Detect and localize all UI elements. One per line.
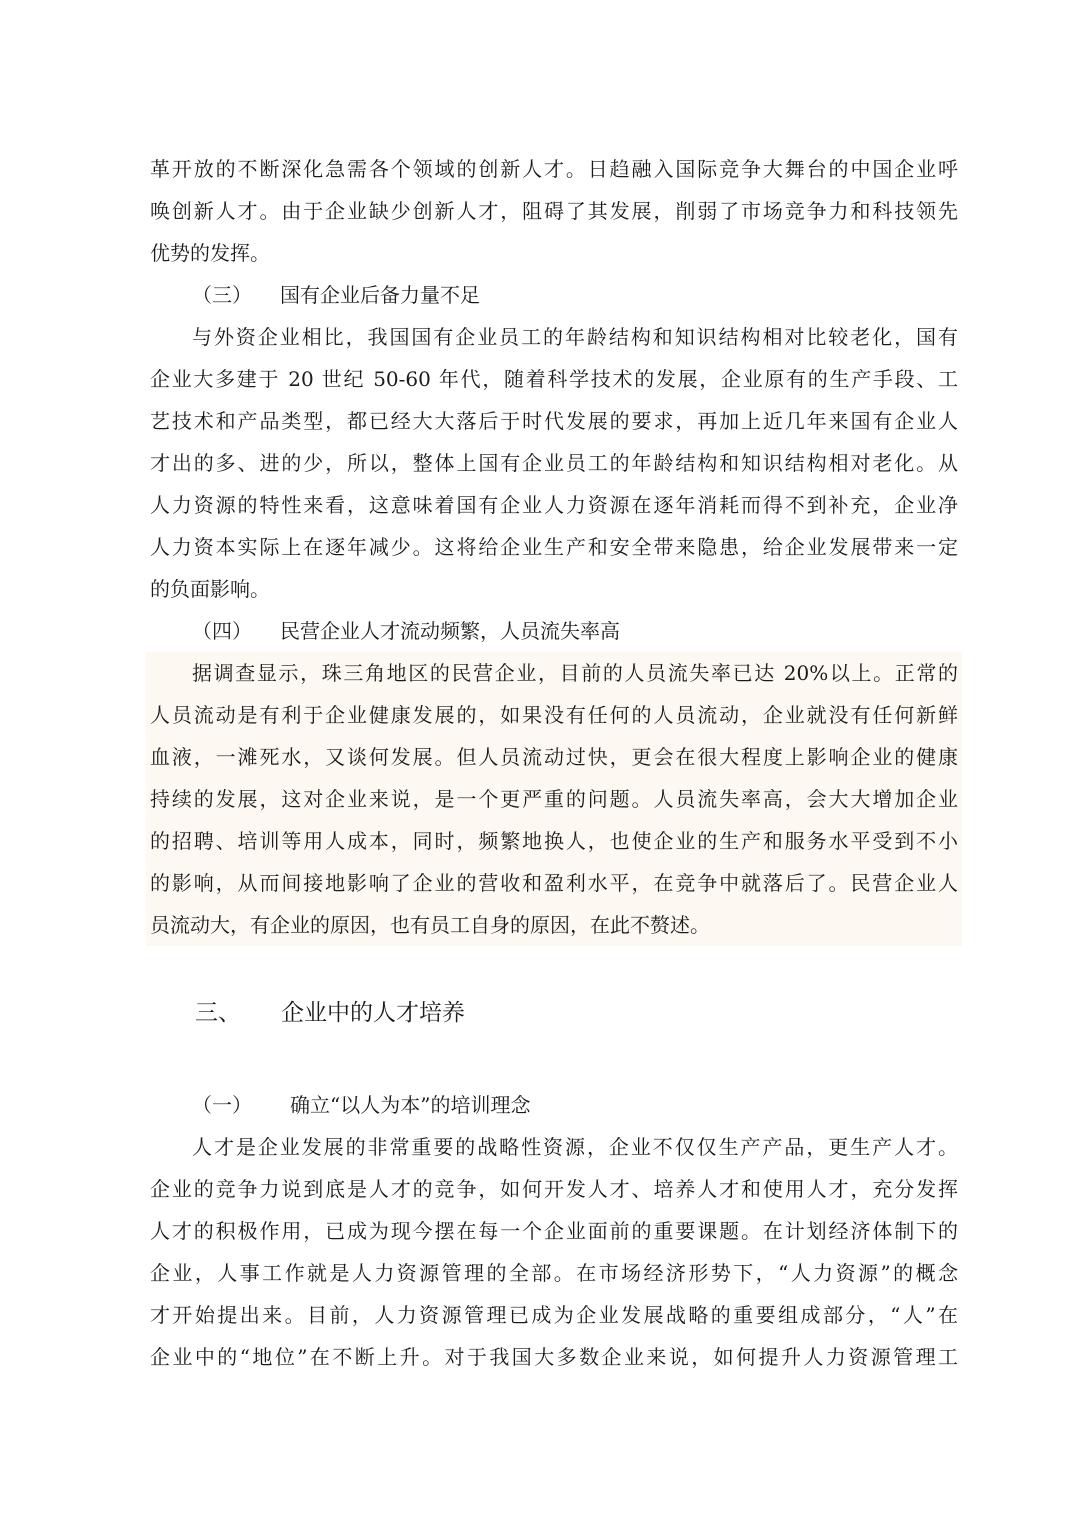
paragraph-state-enterprises <box>150 316 958 610</box>
text-line: 据调查显示，珠三角地区的民营企业，目前的人员流失率已达 20%以上。正常的 <box>192 661 958 685</box>
paragraph-continued <box>150 148 958 274</box>
text-line: 人力资本实际上在逐年减少。这将给企业生产和安全带来隐患，给企业发展带来一定 <box>150 535 958 559</box>
text-line: 血液，一滩死水，又谈何发展。但人员流动过快，更会在很大程度上影响企业的健康 <box>150 745 958 769</box>
text-line: 人力资源的特性来看，这意味着国有企业人力资源在逐年消耗而得不到补充，企业净 <box>150 493 958 517</box>
section-title: 企业中的人才培养 <box>281 1000 465 1026</box>
text-line: 与外资企业相比，我国国有企业员工的年龄结构和知识结构相对比较老化，国有 <box>192 325 958 349</box>
document-page <box>150 148 958 1378</box>
section-heading-3 <box>150 998 958 1028</box>
subheading-4 <box>150 610 958 652</box>
text-line: 才开始提出来。目前，人力资源管理已成为企业发展战略的重要组成部分，“人”在 <box>150 1303 958 1327</box>
text-line: 人员流动是有利于企业健康发展的，如果没有任何的人员流动，企业就没有任何新鲜 <box>150 703 958 727</box>
text-line: 人才的积极作用，已成为现今摆在每一个企业面前的重要课题。在计划经济体制下的 <box>150 1219 958 1243</box>
text-line: 的负面影响。 <box>150 577 270 601</box>
paragraph-private-enterprises <box>146 652 962 946</box>
subheading-title: 民营企业人才流动频繁，人员流失率高 <box>280 619 620 643</box>
section-number: 三、 <box>195 1000 241 1026</box>
paragraph-training-concept <box>150 1126 958 1378</box>
text-line: 优势的发挥。 <box>150 241 270 265</box>
subheading-title: 国有企业后备力量不足 <box>280 283 480 307</box>
subheading-1 <box>150 1084 958 1126</box>
text-line: 企业大多建于 20 世纪 50-60 年代，随着科学技术的发展，企业原有的生产手段、工 <box>150 367 958 391</box>
text-line: 企业的竞争力说到底是人才的竞争，如何开发人才、培养人才和使用人才，充分发挥 <box>150 1177 958 1201</box>
subheading-title: 确立“以人为本”的培训理念 <box>290 1093 531 1117</box>
text-line: 的招聘、培训等用人成本，同时，频繁地换人，也使企业的生产和服务水平受到不小 <box>150 829 958 853</box>
text-line: 唤创新人才。由于企业缺少创新人才，阻碍了其发展，削弱了市场竞争力和科技领先 <box>150 199 958 223</box>
subheading-number: （四） <box>192 619 252 643</box>
text-line: 持续的发展，这对企业来说，是一个更严重的问题。人员流失率高，会大大增加企业 <box>150 787 958 811</box>
text-line: 的影响，从而间接地影响了企业的营收和盈利水平，在竞争中就落后了。民营企业人 <box>150 871 958 895</box>
text-line: 艺技术和产品类型，都已经大大落后于时代发展的要求，再加上近几年来国有企业人 <box>150 409 958 433</box>
text-line: 人才是企业发展的非常重要的战略性资源，企业不仅仅生产产品，更生产人才。 <box>192 1135 958 1159</box>
subheading-number: （一） <box>192 1093 252 1117</box>
text-line: 企业中的“地位”在不断上升。对于我国大多数企业来说，如何提升人力资源管理工 <box>150 1345 958 1369</box>
text-line: 才出的多、进的少，所以，整体上国有企业员工的年龄结构和知识结构相对老化。从 <box>150 451 958 475</box>
text-line: 企业，人事工作就是人力资源管理的全部。在市场经济形势下，“人力资源”的概念 <box>150 1261 958 1285</box>
subheading-3 <box>150 274 958 316</box>
subheading-number: （三） <box>192 283 252 307</box>
text-line: 革开放的不断深化急需各个领域的创新人才。日趋融入国际竞争大舞台的中国企业呼 <box>150 157 958 181</box>
text-line: 员流动大，有企业的原因，也有员工自身的原因，在此不赘述。 <box>150 913 710 937</box>
